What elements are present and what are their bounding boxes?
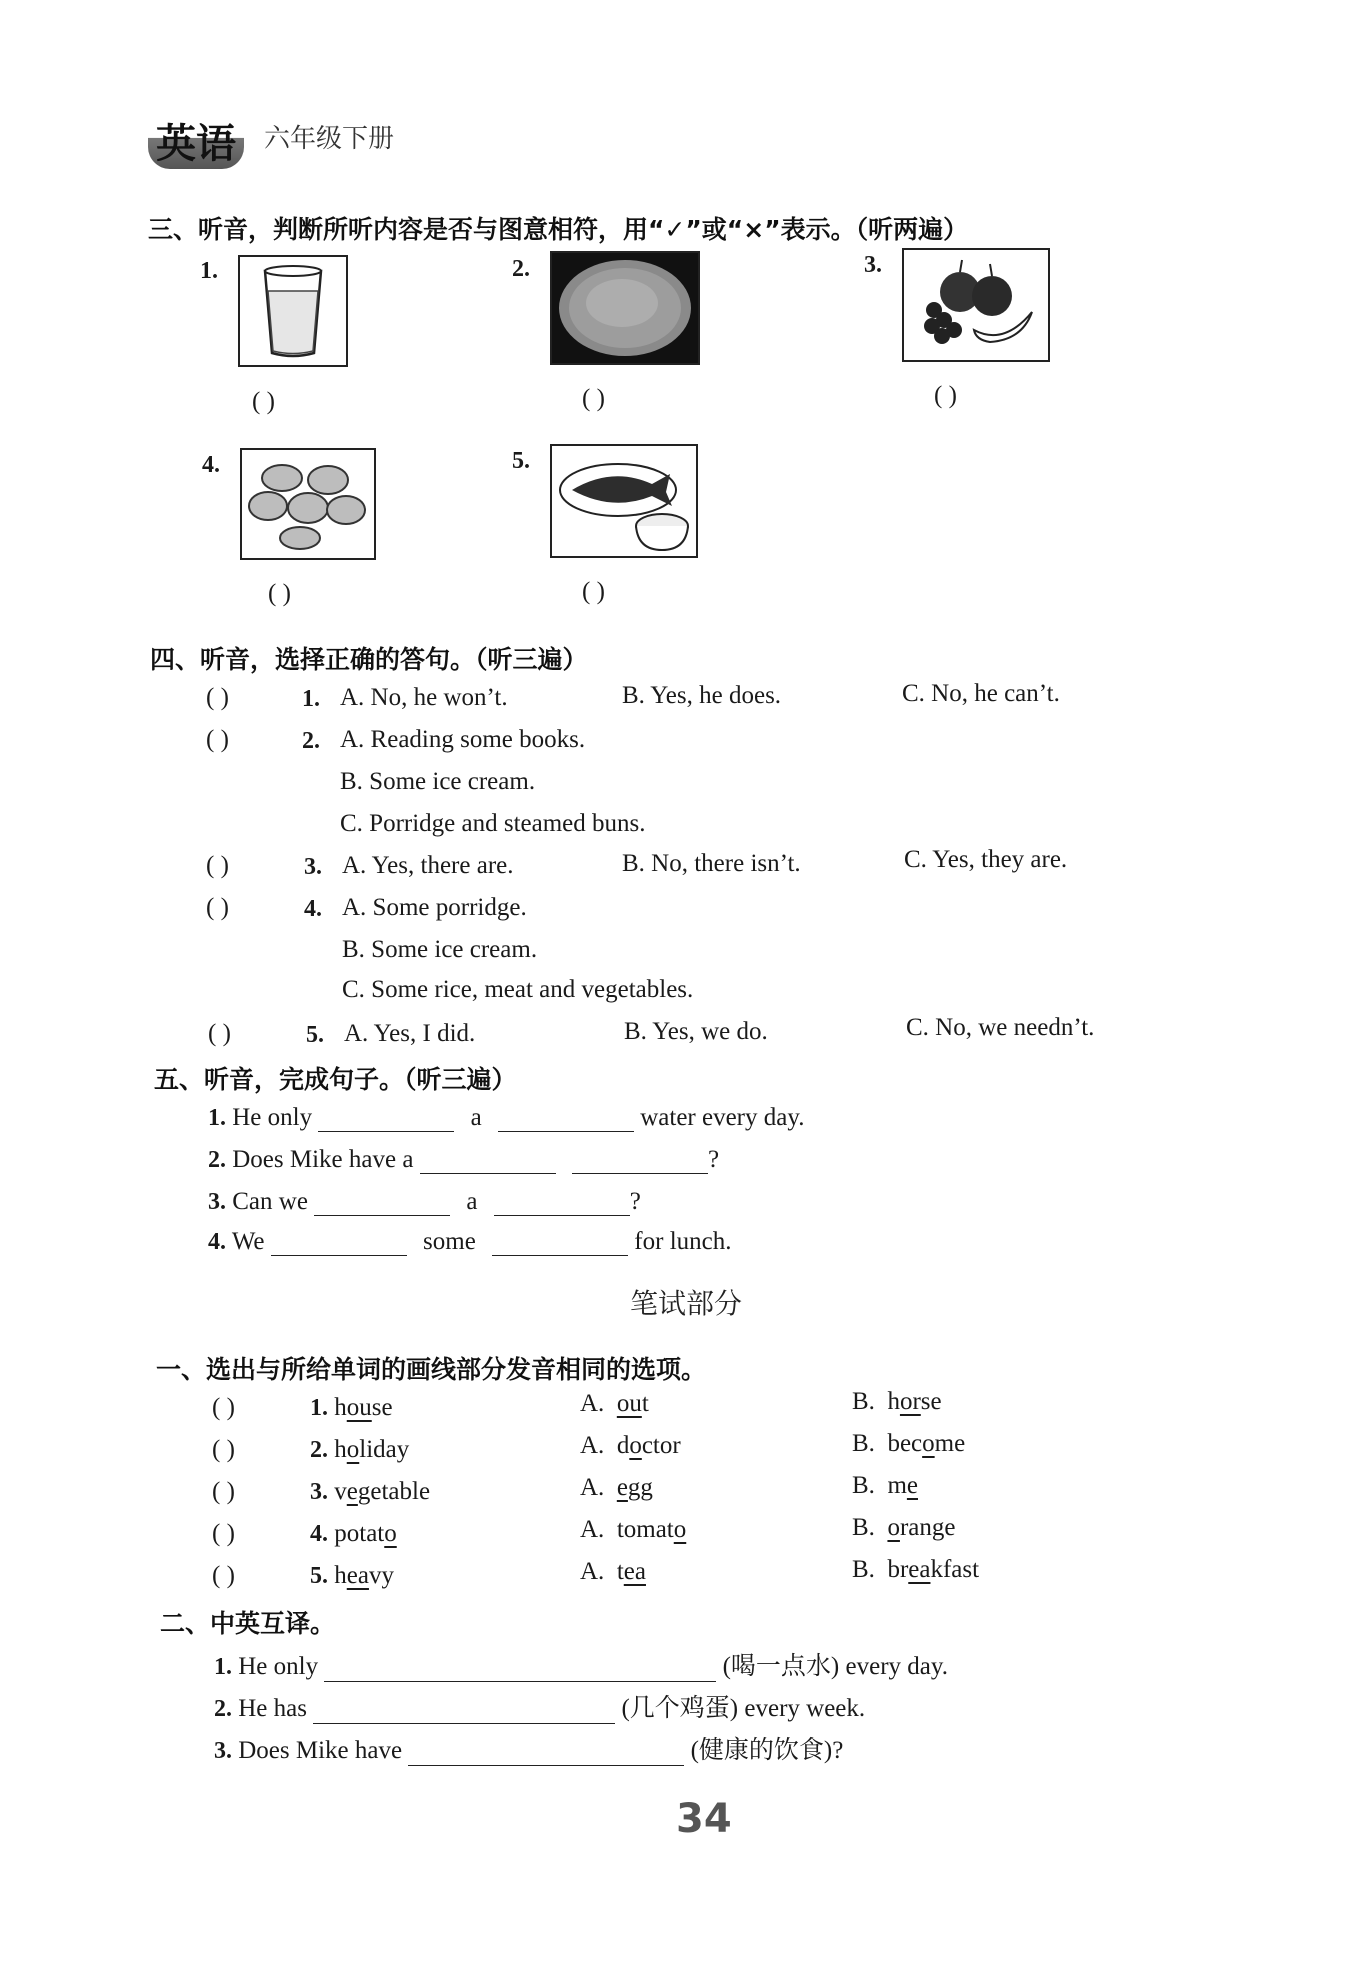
w2-line-1-text-2: (喝一点水) every day.	[722, 1653, 949, 1680]
s3-item-1-answer[interactable]: ( )	[252, 388, 275, 415]
plate-of-porridge-icon	[550, 251, 700, 365]
w1-row-4-word-underlined: o	[384, 1520, 397, 1547]
w1-row-5-word	[310, 1562, 394, 1590]
w1-row-3-number: 3.	[310, 1479, 328, 1505]
w1-row-4-b-post: range	[899, 1514, 956, 1541]
w1-row-3-a-underlined: e	[616, 1474, 628, 1501]
potatoes-icon	[240, 448, 376, 560]
s4-q3-option-c: C. Yes, they are.	[904, 846, 1068, 873]
w1-row-2-number: 2.	[310, 1437, 328, 1463]
section-3-title: 三、听音，判断所听内容是否与图意相符，用“✓”或“×”表示。（听两遍）	[148, 215, 969, 244]
w2-line-2-text-1: He has	[238, 1695, 307, 1722]
written-section-2-title: 二、中英互译。	[160, 1609, 336, 1638]
s4-q4-option-c: C. Some rice, meat and vegetables.	[342, 976, 694, 1003]
s4-q2-number: 2.	[302, 728, 320, 754]
w1-row-1-option-b	[852, 1388, 942, 1416]
w2-line-1-text-1: He only	[238, 1653, 319, 1680]
w1-row-3-word-post: getable	[357, 1478, 431, 1505]
s5-line-3-text-3: ?	[629, 1188, 641, 1215]
s4-q1-option-b: B. Yes, he does.	[622, 682, 782, 709]
w2-line-1-blank[interactable]	[324, 1655, 716, 1682]
s4-q4-option-a: A. Some porridge.	[342, 894, 527, 921]
w1-row-2-a-pre: d	[616, 1432, 630, 1459]
w1-row-4-a-pre: tomat	[616, 1516, 674, 1543]
w2-line-3-text-2: (健康的饮食)?	[690, 1737, 844, 1764]
w2-line-2-text-2: (几个鸡蛋) every week.	[621, 1695, 866, 1722]
s3-item-5-number: 5.	[512, 448, 530, 474]
w1-row-5-word-post: vy	[368, 1562, 394, 1589]
w2-line-3-number: 3.	[214, 1738, 232, 1764]
subject-title: 英语	[148, 112, 244, 169]
w1-row-5-answer[interactable]: ( )	[212, 1562, 235, 1589]
w1-row-5-word-pre: h	[334, 1562, 347, 1589]
w1-row-2-b-pre: bec	[887, 1430, 923, 1457]
w1-row-3-a-label: A.	[580, 1474, 605, 1501]
w2-line-3-blank[interactable]	[408, 1739, 684, 1766]
w1-row-5-number: 5.	[310, 1563, 328, 1589]
s3-item-3-answer[interactable]: ( )	[934, 382, 957, 409]
s3-item-3-number: 3.	[864, 252, 882, 278]
w1-row-5-b-pre: br	[887, 1556, 909, 1583]
w1-row-5-option-b	[852, 1556, 979, 1584]
w1-row-1-a-underlined: ou	[616, 1390, 642, 1417]
w1-row-3-b-label: B.	[852, 1472, 875, 1499]
s3-item-5-answer[interactable]: ( )	[582, 578, 605, 605]
w1-row-3-option-b	[852, 1472, 918, 1500]
s3-item-2-number: 2.	[512, 256, 530, 282]
s5-line-3-blank-2[interactable]	[494, 1189, 630, 1216]
w1-row-2-b-underlined: o	[922, 1430, 935, 1457]
w1-row-1-answer[interactable]: ( )	[212, 1394, 235, 1421]
s5-line-2-number: 2.	[208, 1147, 226, 1173]
w1-row-1-b-pre: h	[887, 1388, 900, 1415]
w1-row-2-option-a	[580, 1432, 681, 1460]
w1-row-5-option-a	[580, 1558, 646, 1586]
s4-q3-number: 3.	[304, 854, 322, 880]
w1-row-2-b-post: me	[934, 1430, 966, 1457]
w1-row-4-number: 4.	[310, 1521, 328, 1547]
s5-line-2-text-1: Does Mike have a	[232, 1146, 414, 1173]
w1-row-2-word-pre: h	[334, 1436, 347, 1463]
s3-item-4-number: 4.	[202, 452, 220, 478]
w1-row-2-word	[310, 1436, 409, 1464]
s5-line-3-text-1: Can we	[232, 1188, 308, 1215]
w1-row-4-b-label: B.	[852, 1514, 875, 1541]
s4-q5-answer[interactable]: ( )	[208, 1020, 231, 1047]
w1-row-1-option-a	[580, 1390, 649, 1418]
s4-q4-option-b: B. Some ice cream.	[342, 936, 538, 963]
w1-row-5-b-underlined: ea	[908, 1556, 931, 1583]
s4-q3-answer[interactable]: ( )	[206, 852, 229, 879]
s4-q3-option-b: B. No, there isn’t.	[622, 850, 801, 877]
s4-q2-option-c: C. Porridge and steamed buns.	[340, 810, 646, 837]
w1-row-2-a-post: ctor	[641, 1432, 681, 1459]
w1-row-2-a-underlined: o	[629, 1432, 642, 1459]
s4-q3-option-a: A. Yes, there are.	[342, 852, 514, 879]
grade-label: 六年级下册	[264, 124, 395, 154]
s5-line-1-blank-2[interactable]	[498, 1105, 634, 1132]
s4-q2-option-b: B. Some ice cream.	[340, 768, 536, 795]
fruit-icon	[902, 248, 1050, 362]
w1-row-2-a-label: A.	[580, 1432, 605, 1459]
s4-q4-answer[interactable]: ( )	[206, 894, 229, 921]
w2-line-1-number: 1.	[214, 1654, 232, 1680]
s4-q1-answer[interactable]: ( )	[206, 684, 229, 711]
w1-row-1-a-label: A.	[580, 1390, 605, 1417]
w1-row-5-a-label: A.	[580, 1558, 605, 1585]
s5-line-1	[208, 1104, 804, 1132]
s4-q4-number: 4.	[304, 896, 322, 922]
w1-row-1-b-label: B.	[852, 1388, 875, 1415]
s4-q5-option-b: B. Yes, we do.	[624, 1018, 768, 1045]
w1-row-5-word-underlined: ea	[346, 1562, 369, 1589]
s5-line-4-blank-1[interactable]	[271, 1229, 407, 1256]
glass-of-milk-icon	[238, 255, 348, 367]
w1-row-2-word-post: liday	[359, 1436, 410, 1463]
s5-line-3-text-2: a	[466, 1188, 478, 1215]
s5-line-2-blank-1[interactable]	[420, 1147, 556, 1174]
s5-line-1-text-2: a	[470, 1104, 482, 1131]
w1-row-4-option-b	[852, 1514, 955, 1542]
w1-row-2-option-b	[852, 1430, 965, 1458]
w1-row-1-word-post: se	[371, 1394, 393, 1421]
w1-row-4-b-underlined: o	[887, 1514, 900, 1541]
section-4-title: 四、听音，选择正确的答句。（听三遍）	[150, 645, 588, 674]
w1-row-5-a-underlined: ea	[623, 1558, 646, 1585]
s4-q2-answer[interactable]: ( )	[206, 726, 229, 753]
w1-row-3-b-underlined: e	[906, 1472, 918, 1499]
w1-row-3-option-a	[580, 1474, 653, 1502]
s3-item-2-answer[interactable]: ( )	[582, 385, 605, 412]
s5-line-3	[208, 1188, 641, 1216]
s5-line-2	[208, 1146, 719, 1174]
w1-row-5-b-label: B.	[852, 1556, 875, 1583]
w1-row-5-b-post: kfast	[930, 1556, 980, 1583]
written-part-title: 笔试部分	[630, 1287, 743, 1320]
w1-row-3-answer[interactable]: ( )	[212, 1478, 235, 1505]
w1-row-1-word-underlined: ou	[346, 1394, 372, 1421]
s4-q5-number: 5.	[306, 1022, 324, 1048]
w2-line-3-text-1: Does Mike have	[238, 1737, 403, 1764]
s5-line-1-text-3: water every day.	[640, 1104, 805, 1131]
s5-line-3-number: 3.	[208, 1189, 226, 1215]
w1-row-5-a-pre: t	[616, 1558, 624, 1585]
w1-row-4-answer[interactable]: ( )	[212, 1520, 235, 1547]
s5-line-4-number: 4.	[208, 1229, 226, 1255]
s5-line-2-blank-2[interactable]	[572, 1147, 708, 1174]
w1-row-2-answer[interactable]: ( )	[212, 1436, 235, 1463]
w1-row-1-a-post: t	[641, 1390, 649, 1417]
w1-row-3-word	[310, 1478, 430, 1506]
s5-line-1-blank-1[interactable]	[318, 1105, 454, 1132]
w1-row-2-b-label: B.	[852, 1430, 875, 1457]
w1-row-2-word-underlined: o	[346, 1436, 360, 1463]
w1-row-3-b-pre: m	[887, 1472, 907, 1499]
s5-line-4-text-2: some	[423, 1228, 476, 1255]
w1-row-4-a-underlined: o	[673, 1516, 687, 1543]
w1-row-1-b-post: se	[920, 1388, 942, 1415]
fish-and-rice-icon	[550, 444, 698, 558]
s3-item-4-answer[interactable]: ( )	[268, 580, 291, 607]
s5-line-3-blank-1[interactable]	[314, 1189, 450, 1216]
s4-q1-option-c: C. No, he can’t.	[902, 680, 1060, 707]
section-5-title: 五、听音，完成句子。（听三遍）	[154, 1065, 517, 1094]
w1-row-3-word-underlined: e	[346, 1478, 358, 1505]
w1-row-1-word-pre: h	[334, 1394, 347, 1421]
w2-line-2	[214, 1688, 865, 1724]
s4-q5-option-a: A. Yes, I did.	[344, 1020, 476, 1047]
s5-line-1-text-1: He only	[232, 1104, 313, 1131]
w2-line-2-number: 2.	[214, 1696, 232, 1722]
w2-line-1	[214, 1646, 948, 1682]
w1-row-3-a-post: gg	[627, 1474, 653, 1501]
s4-q1-option-a: A. No, he won’t.	[340, 684, 508, 711]
written-section-1-title: 一、选出与所给单词的画线部分发音相同的选项。	[156, 1355, 707, 1384]
w1-row-3-word-pre: v	[334, 1478, 347, 1505]
s5-line-4	[208, 1228, 732, 1256]
s5-line-4-blank-2[interactable]	[492, 1229, 628, 1256]
w1-row-1-number: 1.	[310, 1395, 328, 1421]
s4-q1-number: 1.	[302, 686, 320, 712]
w2-line-2-blank[interactable]	[313, 1697, 615, 1724]
w1-row-4-option-a	[580, 1516, 686, 1544]
w1-row-4-word-pre: potat	[334, 1520, 385, 1547]
s5-line-4-text-3: for lunch.	[634, 1228, 732, 1255]
s5-line-1-number: 1.	[208, 1105, 226, 1131]
s4-q5-option-c: C. No, we needn’t.	[906, 1014, 1095, 1041]
w1-row-4-a-label: A.	[580, 1516, 605, 1543]
w1-row-4-word	[310, 1520, 397, 1548]
w1-row-1-b-underlined: or	[899, 1388, 921, 1415]
w2-line-3	[214, 1730, 843, 1766]
s3-item-1-number: 1.	[200, 258, 218, 284]
page-number: 34	[676, 1796, 732, 1842]
s5-line-4-text-1: We	[231, 1228, 265, 1255]
s4-q2-option-a: A. Reading some books.	[340, 726, 586, 753]
w1-row-1-word	[310, 1394, 393, 1422]
s5-line-2-text-2: ?	[707, 1146, 720, 1173]
